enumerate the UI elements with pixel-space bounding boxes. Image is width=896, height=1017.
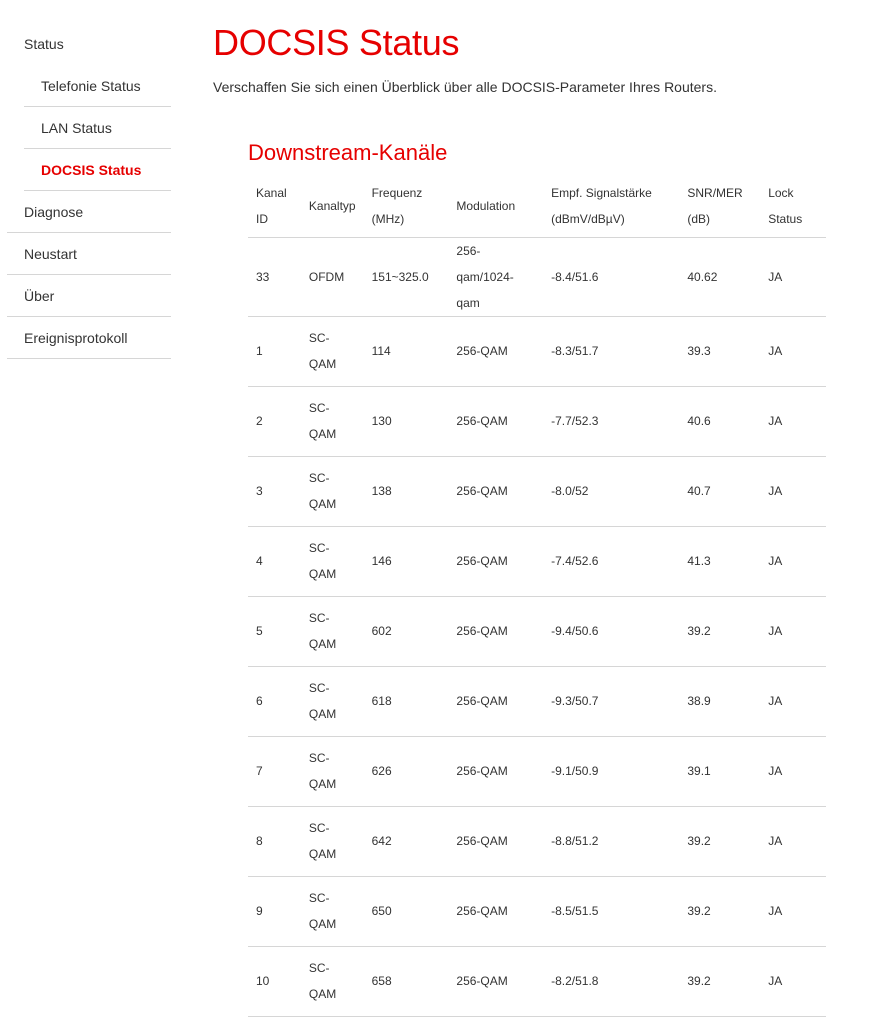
cell-snr-mer: 39.2 [679, 596, 760, 666]
column-header-signalstaerke: Empf. Signalstärke (dBmV/dBµV) [543, 176, 679, 237]
table-row [248, 946, 826, 1016]
cell-signalstaerke: -8.4/51.6 [543, 237, 679, 316]
cell-kanal-id: 4 [248, 526, 301, 596]
cell-frequenz: 642 [364, 806, 449, 876]
cell-signalstaerke: -8.3/51.7 [543, 316, 679, 386]
cell-kanal-id: 7 [248, 736, 301, 806]
cell-kanal-id: 2 [248, 386, 301, 456]
cell-lock-status: JA [760, 946, 826, 1016]
sidebar-item-lan-status[interactable]: LAN Status [24, 107, 171, 149]
table-row [248, 736, 826, 806]
cell-modulation: 256-qam/1024-qam [448, 237, 543, 316]
cell-frequenz: 658 [364, 946, 449, 1016]
sidebar-item-ueber[interactable]: Über [7, 275, 171, 317]
table-row [248, 666, 826, 736]
cell-kanal-id: 9 [248, 876, 301, 946]
cell-signalstaerke: -7.4/52.6 [543, 526, 679, 596]
cell-snr-mer: 40.6 [679, 386, 760, 456]
cell-snr-mer: 41.3 [679, 526, 760, 596]
section-title-downstream: Downstream-Kanäle [248, 140, 448, 165]
cell-lock-status: JA [760, 736, 826, 806]
column-header-lock-status: Lock Status [760, 176, 826, 237]
cell-modulation: 256-QAM [448, 596, 543, 666]
cell-modulation: 256-QAM [448, 806, 543, 876]
cell-frequenz: 650 [364, 876, 449, 946]
table-row [248, 237, 826, 316]
cell-snr-mer: 38.9 [679, 666, 760, 736]
cell-signalstaerke: -7.7/52.3 [543, 386, 679, 456]
cell-kanaltyp: SC-QAM [301, 876, 364, 946]
cell-lock-status: JA [760, 806, 826, 876]
cell-signalstaerke: -9.3/50.7 [543, 666, 679, 736]
table-row [248, 876, 826, 946]
cell-modulation: 256-QAM [448, 666, 543, 736]
page-title: DOCSIS Status [213, 22, 460, 63]
cell-signalstaerke: -8.0/52 [543, 456, 679, 526]
column-header-kanal-id: Kanal ID [248, 176, 301, 237]
cell-frequenz: 138 [364, 456, 449, 526]
sidebar-item-ereignisprotokoll[interactable]: Ereignisprotokoll [7, 317, 171, 359]
table-row [248, 456, 826, 526]
cell-signalstaerke: -9.4/50.6 [543, 596, 679, 666]
cell-modulation: 256-QAM [448, 526, 543, 596]
cell-frequenz: 114 [364, 316, 449, 386]
cell-lock-status: JA [760, 666, 826, 736]
cell-signalstaerke: -8.5/51.5 [543, 876, 679, 946]
cell-snr-mer: 39.1 [679, 736, 760, 806]
cell-snr-mer: 39.2 [679, 946, 760, 1016]
column-header-modulation: Modulation [448, 176, 543, 237]
cell-kanaltyp: SC-QAM [301, 456, 364, 526]
cell-kanal-id: 10 [248, 946, 301, 1016]
cell-modulation: 256-QAM [448, 316, 543, 386]
cell-kanaltyp: SC-QAM [301, 946, 364, 1016]
sidebar-item-status[interactable]: Status [24, 35, 64, 52]
cell-kanaltyp: SC-QAM [301, 316, 364, 386]
cell-frequenz: 618 [364, 666, 449, 736]
cell-kanal-id: 3 [248, 456, 301, 526]
sidebar-item-neustart[interactable]: Neustart [7, 233, 171, 275]
page-description: Verschaffen Sie sich einen Überblick über alle DOCSIS-Parameter Ihres Routers. [213, 79, 717, 95]
sidebar-nav [7, 22, 171, 359]
table-header-row [248, 176, 826, 237]
cell-snr-mer: 40.62 [679, 237, 760, 316]
cell-modulation: 256-QAM [448, 876, 543, 946]
sidebar-item-docsis-status[interactable]: DOCSIS Status [24, 149, 171, 191]
cell-kanaltyp: SC-QAM [301, 666, 364, 736]
table-row [248, 316, 826, 386]
sidebar-item-diagnose[interactable]: Diagnose [7, 191, 171, 233]
cell-modulation: 256-QAM [448, 456, 543, 526]
cell-lock-status: JA [760, 316, 826, 386]
cell-frequenz: 602 [364, 596, 449, 666]
cell-kanaltyp: OFDM [301, 237, 364, 316]
cell-modulation: 256-QAM [448, 736, 543, 806]
table-row [248, 806, 826, 876]
cell-kanaltyp: SC-QAM [301, 806, 364, 876]
cell-lock-status: JA [760, 237, 826, 316]
table-row [248, 526, 826, 596]
cell-kanal-id: 5 [248, 596, 301, 666]
cell-kanal-id: 1 [248, 316, 301, 386]
cell-snr-mer: 39.2 [679, 876, 760, 946]
cell-frequenz: 151~325.0 [364, 237, 449, 316]
cell-lock-status: JA [760, 526, 826, 596]
table-row [248, 596, 826, 666]
cell-snr-mer: 39.3 [679, 316, 760, 386]
cell-frequenz: 146 [364, 526, 449, 596]
cell-kanaltyp: SC-QAM [301, 526, 364, 596]
column-header-kanaltyp: Kanaltyp [301, 176, 364, 237]
cell-kanal-id: 8 [248, 806, 301, 876]
sidebar-item-telefonie-status[interactable]: Telefonie Status [24, 65, 171, 107]
cell-frequenz: 626 [364, 736, 449, 806]
cell-lock-status: JA [760, 386, 826, 456]
cell-kanal-id: 33 [248, 237, 301, 316]
cell-signalstaerke: -8.8/51.2 [543, 806, 679, 876]
column-header-snr-mer: SNR/MER (dB) [679, 176, 760, 237]
cell-lock-status: JA [760, 456, 826, 526]
cell-snr-mer: 39.2 [679, 806, 760, 876]
cell-snr-mer: 40.7 [679, 456, 760, 526]
cell-modulation: 256-QAM [448, 386, 543, 456]
column-header-frequenz: Frequenz (MHz) [364, 176, 449, 237]
cell-kanaltyp: SC-QAM [301, 736, 364, 806]
cell-frequenz: 130 [364, 386, 449, 456]
cell-signalstaerke: -8.2/51.8 [543, 946, 679, 1016]
table-body [248, 237, 826, 1016]
cell-modulation: 256-QAM [448, 946, 543, 1016]
cell-kanaltyp: SC-QAM [301, 386, 364, 456]
cell-lock-status: JA [760, 876, 826, 946]
cell-kanal-id: 6 [248, 666, 301, 736]
cell-signalstaerke: -9.1/50.9 [543, 736, 679, 806]
table-row [248, 386, 826, 456]
cell-kanaltyp: SC-QAM [301, 596, 364, 666]
cell-lock-status: JA [760, 596, 826, 666]
downstream-channels-table [248, 176, 826, 1017]
